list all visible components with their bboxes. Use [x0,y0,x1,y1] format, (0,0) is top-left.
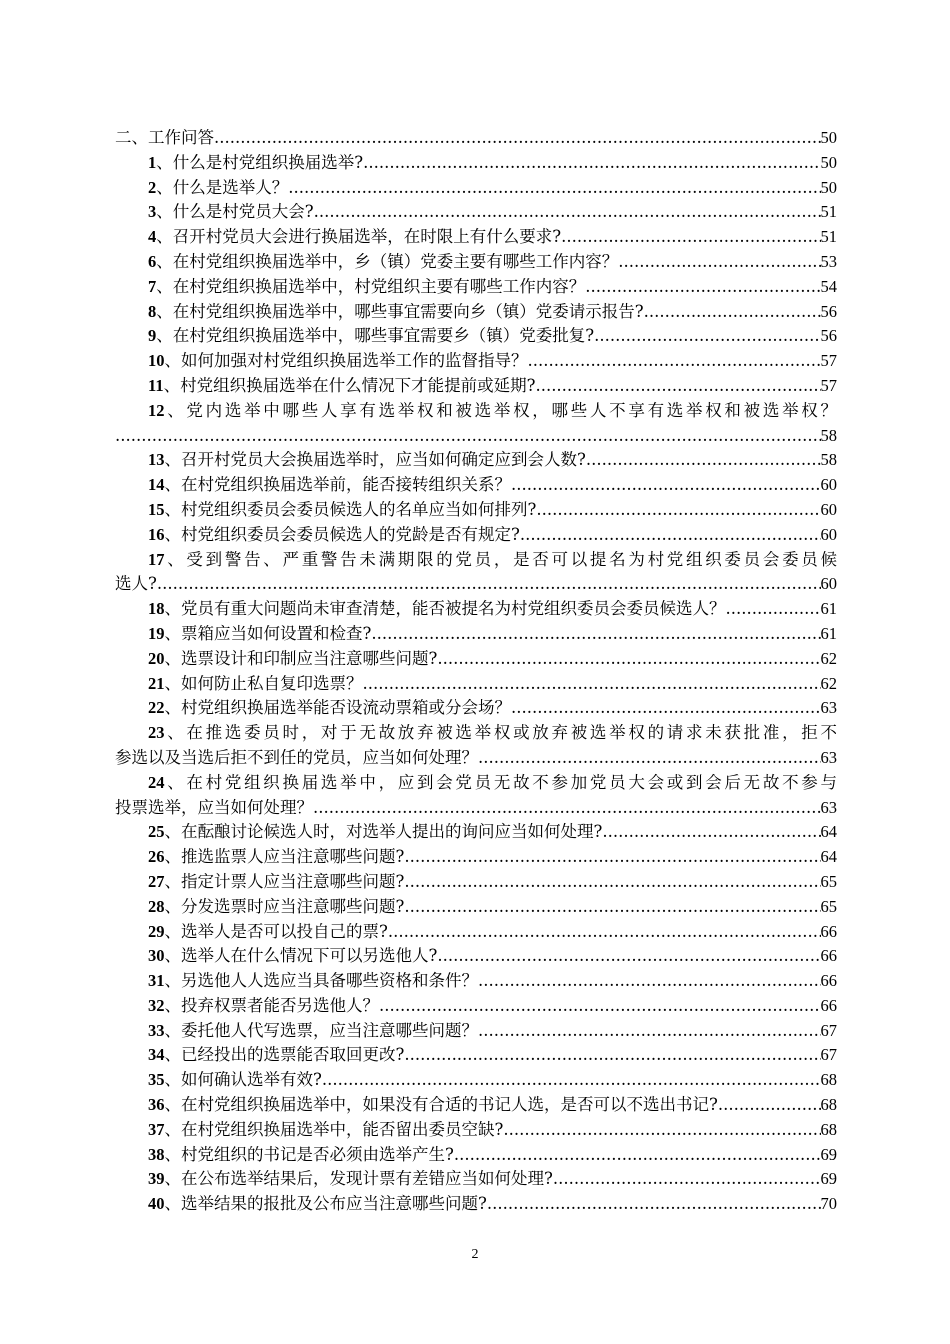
toc-section-heading[interactable] [115,126,837,151]
toc-entry[interactable] [115,1143,837,1168]
entry-title [148,448,586,473]
entry-title [148,349,528,374]
entry-title [148,994,379,1019]
page-ref: 69 [820,1169,837,1189]
page-ref: 54 [820,276,837,296]
leader-dots [314,200,821,225]
leader-dots [437,944,820,969]
page-ref: 56 [820,326,837,346]
entry-number: 15 [148,499,165,519]
entry-title [148,647,437,672]
leader-dots [437,647,820,672]
entry-title [148,275,585,300]
entry-text: 、什么是村党员大会? [156,202,314,222]
entry-number: 32 [148,995,165,1015]
entry-number: 19 [148,623,165,643]
entry-number: 30 [148,946,165,966]
page-ref: 69 [820,1144,837,1164]
toc-entry[interactable] [115,845,837,870]
entry-title [148,845,404,870]
entry-title [148,498,536,523]
page-ref: 63 [820,698,837,718]
entry-text: 、召开村党员大会进行换届选举，在时限上有什么要求? [156,227,562,247]
entry-number: 13 [148,450,165,470]
entry-text: 、在公布选举结果后，发现计票有差错应当如何处理? [164,1169,553,1189]
page-ref: 66 [820,971,837,991]
toc-entry[interactable] [115,225,837,250]
entry-number: 26 [148,847,165,867]
entry-title [148,1019,478,1044]
entry-title [148,1167,553,1192]
page-ref: 63 [820,797,837,817]
page-ref: 53 [820,251,837,271]
entry-text: 、在村党组织换届选举中，应到会党员无故不参加党员大会或到会后无故不参与 [164,772,837,792]
page-ref: 62 [820,648,837,668]
entry-text: 、什么是村党组织换届选举? [156,152,364,172]
leader-dots [478,746,821,771]
entry-number: 28 [148,896,165,916]
entry-text: 、召开村党员大会换届选举时，应当如何确定应到会人数? [164,450,586,470]
entry-text: 、选票设计和印制应当注意哪些问题? [164,648,438,668]
page-ref: 68 [820,1095,837,1115]
entry-text: 、如何防止私自复印选票？ [164,673,363,693]
entry-title [148,696,511,721]
leader-dots [404,1043,820,1068]
toc-entry[interactable] [115,275,837,300]
entry-number: 38 [148,1144,165,1164]
entry-text: 、委托他人代写选票，应当注意哪些问题？ [164,1020,478,1040]
entry-number: 35 [148,1070,165,1090]
toc-entry[interactable] [115,771,837,821]
entry-text: 、村党组织的书记是否必须由选举产生? [164,1144,454,1164]
toc-entry[interactable] [115,151,837,176]
entry-title [148,200,314,225]
entry-number: 8 [148,301,157,321]
toc-entry[interactable] [115,1167,837,1192]
entry-title [148,920,388,945]
toc-entry[interactable] [115,324,837,349]
toc-entry[interactable] [115,597,837,622]
toc-entry-continuation [115,572,837,597]
entry-text: 、在推选委员时，对于无故放弃被选举权或放弃被选举权的请求未获批准，拒不 [164,723,837,743]
entry-number: 6 [148,251,157,271]
entry-text: 、村党组织委员会委员候选人的党龄是否有规定? [164,524,520,544]
toc-entry[interactable] [115,721,837,771]
entry-title [148,622,371,647]
entry-text: 、另选他人人选应当具备哪些资格和条件？ [164,971,478,991]
toc-entry[interactable] [115,523,837,548]
page-ref: 66 [820,995,837,1015]
page-ref: 50 [820,177,837,197]
page-ref: 60 [820,499,837,519]
entry-number: 25 [148,822,165,842]
entry-text: 、在村党组织换届选举中，哪些事宜需要乡（镇）党委批复? [156,326,595,346]
entry-text: 、推选监票人应当注意哪些问题? [164,847,405,867]
entry-number: 22 [148,698,165,718]
leader-dots [503,1118,820,1143]
toc-entry[interactable] [115,548,837,598]
page-ref: 58 [820,450,837,470]
page-ref: 57 [820,375,837,395]
entry-number: 37 [148,1119,165,1139]
page-ref: 60 [820,574,837,594]
entry-text: 、投弃权票者能否另选他人？ [164,995,379,1015]
page-ref: 65 [820,896,837,916]
entry-title [148,473,511,498]
page-ref: 50 [820,128,837,147]
entry-number: 10 [148,351,165,371]
entry-text: 、在村党组织换届选举中，如果没有合适的书记人选，是否可以不选出书记? [164,1095,718,1115]
leader-dots [371,622,820,647]
entry-text: 、选举结果的报批及公布应当注意哪些问题? [164,1194,487,1214]
toc-entry[interactable] [115,1118,837,1143]
entry-number: 16 [148,524,165,544]
page-ref: 64 [820,822,837,842]
leader-dots [478,969,821,994]
entry-number: 14 [148,475,165,495]
toc-entry[interactable] [115,473,837,498]
entry-number: 33 [148,1020,165,1040]
entry-number: 3 [148,202,157,222]
entry-text: 、村党组织换届选举在什么情况下才能提前或延期? [163,375,536,395]
toc-entry[interactable] [115,399,837,449]
page-ref: 66 [820,921,837,941]
entry-title [148,300,644,325]
leader-dots [487,1192,821,1217]
entry-number: 20 [148,648,165,668]
entry-title [148,1192,487,1217]
page-ref: 61 [820,599,837,619]
page-ref: 66 [820,946,837,966]
toc-entry[interactable] [115,920,837,945]
toc-entry[interactable] [115,498,837,523]
toc-entry[interactable] [115,448,837,473]
page-ref: 64 [820,847,837,867]
leader-dots [718,1093,821,1118]
entry-title [148,895,404,920]
toc-entry[interactable] [115,1192,837,1217]
toc-entry[interactable] [115,1093,837,1118]
leader-dots [115,424,821,449]
leader-dots [536,498,820,523]
leader-dots [157,572,821,597]
toc-entry[interactable] [115,944,837,969]
leader-dots [511,473,821,498]
page-ref: 57 [820,351,837,371]
page-ref: 58 [820,425,837,445]
entry-text: 、选举人是否可以投自己的票? [164,921,388,941]
entry-title [148,969,478,994]
entry-title [148,151,363,176]
toc-entry-first-line [115,721,837,746]
entry-number: 18 [148,599,165,619]
page-ref: 60 [820,524,837,544]
entry-title [148,1143,454,1168]
toc-entry[interactable] [115,647,837,672]
leader-dots [644,300,821,325]
leader-dots [726,597,821,622]
entry-text: 、在村党组织换届选举中，哪些事宜需要向乡（镇）党委请示报告? [156,301,644,321]
leader-dots [511,696,821,721]
leader-dots [520,523,821,548]
leader-dots [553,1167,821,1192]
entry-title [148,225,561,250]
entry-text: 、受到警告、严重警告未满期限的党员，是否可以提名为村党组织委员会委员候 [164,549,837,569]
entry-text: 、村党组织换届选举能否设流动票箱或分会场？ [164,698,511,718]
toc-entry-continuation [115,796,837,821]
entry-text-continued: 参选以及当选后拒不到任的党员，应当如何处理？ [115,747,478,767]
toc-entry[interactable] [115,870,837,895]
entry-title [148,1118,503,1143]
page-ref: 65 [820,871,837,891]
entry-text: 、在村党组织换届选举中，村党组织主要有哪些工作内容？ [156,276,586,296]
entry-number: 29 [148,921,165,941]
toc-entry[interactable] [115,1043,837,1068]
toc-entry-first-line [115,399,837,424]
page-ref: 61 [820,623,837,643]
toc-entry-first-line [115,548,837,573]
page-ref: 63 [820,747,837,767]
leader-dots [404,870,820,895]
toc-entry-first-line [115,771,837,796]
leader-dots [585,275,820,300]
toc-entry[interactable] [115,250,837,275]
toc-entry[interactable] [115,200,837,225]
page-ref: 68 [820,1070,837,1090]
page-ref: 50 [820,152,837,172]
entry-text: 、如何加强对村党组织换届选举工作的监督指导？ [164,351,528,371]
page-ref: 68 [820,1119,837,1139]
entry-number: 36 [148,1095,165,1115]
leader-dots [602,820,820,845]
entry-number: 24 [148,772,165,792]
entry-text: 、在村党组织换届选举中，能否留出委员空缺? [164,1119,504,1139]
toc-entry[interactable] [115,374,837,399]
page-ref: 67 [820,1045,837,1065]
toc-entry[interactable] [115,820,837,845]
entry-text: 、什么是选举人？ [156,177,289,197]
entry-number: 27 [148,871,165,891]
toc-entry-continuation [115,424,837,449]
toc-entry[interactable] [115,1019,837,1044]
entry-number: 9 [148,326,157,346]
entry-text: 、在酝酿讨论候选人时，对选举人提出的询问应当如何处理? [164,822,603,842]
page-ref: 51 [820,202,837,222]
entry-title [148,250,618,275]
toc-entry[interactable] [115,1068,837,1093]
entry-text: 、如何确认选举有效? [164,1070,322,1090]
leader-dots [363,672,821,697]
entry-text: 、分发选票时应当注意哪些问题? [164,896,405,916]
entry-number: 23 [148,723,165,743]
entry-text: 、党员有重大问题尚未审查清楚，能否被提名为村党组织委员会委员候选人？ [164,599,726,619]
entry-title [148,870,404,895]
leader-dots [561,225,820,250]
section-title: 二、工作问答 [115,128,214,147]
entry-number: 12 [148,400,165,420]
entry-title [148,176,288,201]
entry-text: 、票箱应当如何设置和检查? [164,623,372,643]
page-ref: 56 [820,301,837,321]
entry-title [148,597,726,622]
entry-text: 、在村党组织换届选举前，能否接转组织关系？ [164,475,511,495]
toc-entry[interactable] [115,696,837,721]
toc-entry-continuation [115,746,837,771]
entry-number: 11 [148,375,164,395]
entry-text: 、选举人在什么情况下可以另选他人? [164,946,438,966]
entry-text-continued: 选人? [115,574,157,594]
toc-entry[interactable] [115,176,837,201]
toc-entry[interactable] [115,672,837,697]
table-of-contents [115,126,837,1217]
entry-text: 、村党组织委员会委员候选人的名单应当如何排列? [164,499,537,519]
entry-number: 31 [148,971,165,991]
page-number: 2 [471,1247,479,1262]
leader-dots [586,448,821,473]
page-ref: 62 [820,673,837,693]
leader-dots [388,920,821,945]
leader-dots [528,349,821,374]
entry-number: 40 [148,1194,165,1214]
entry-number: 39 [148,1169,165,1189]
leader-dots [404,895,820,920]
page-ref: 67 [820,1020,837,1040]
entry-number: 34 [148,1045,165,1065]
entry-text: 、党内选举中哪些人享有选举权和被选举权，哪些人不享有选举权和被选举权？ [164,400,837,420]
entry-title [148,1068,322,1093]
entry-text: 、指定计票人应当注意哪些问题? [164,871,405,891]
leader-dots [478,1019,821,1044]
toc-entry[interactable] [115,300,837,325]
page-ref: 70 [820,1194,837,1214]
leader-dots [322,1068,821,1093]
entry-title [148,820,602,845]
entry-number: 4 [148,227,157,247]
entry-number: 7 [148,276,157,296]
page-ref: 51 [820,227,837,247]
leader-dots [535,374,820,399]
toc-entry-list [115,151,837,1217]
entry-number: 1 [148,152,157,172]
entry-title [148,374,535,399]
leader-dots [594,324,820,349]
entry-title [148,672,363,697]
leader-dots [313,796,821,821]
leader-dots [379,994,821,1019]
entry-text-continued: 投票选举，应当如何处理？ [115,797,313,817]
entry-text: 、已经投出的选票能否取回更改? [164,1045,405,1065]
leader-dots [288,176,820,201]
entry-number: 2 [148,177,157,197]
entry-text: 、在村党组织换届选举中，乡（镇）党委主要有哪些工作内容？ [156,251,619,271]
entry-title [148,324,594,349]
entry-title [148,1043,404,1068]
toc-entry[interactable] [115,994,837,1019]
entry-number: 21 [148,673,165,693]
entry-title [148,523,520,548]
page-ref: 60 [820,475,837,495]
toc-entry[interactable] [115,969,837,994]
entry-title [148,1093,718,1118]
entry-number: 17 [148,549,165,569]
leader-dots [363,151,820,176]
leader-dots [404,845,820,870]
toc-entry[interactable] [115,622,837,647]
toc-entry[interactable] [115,895,837,920]
leader-dots [214,126,821,151]
entry-title [148,944,437,969]
toc-entry[interactable] [115,349,837,374]
leader-dots [618,250,820,275]
leader-dots [454,1143,821,1168]
